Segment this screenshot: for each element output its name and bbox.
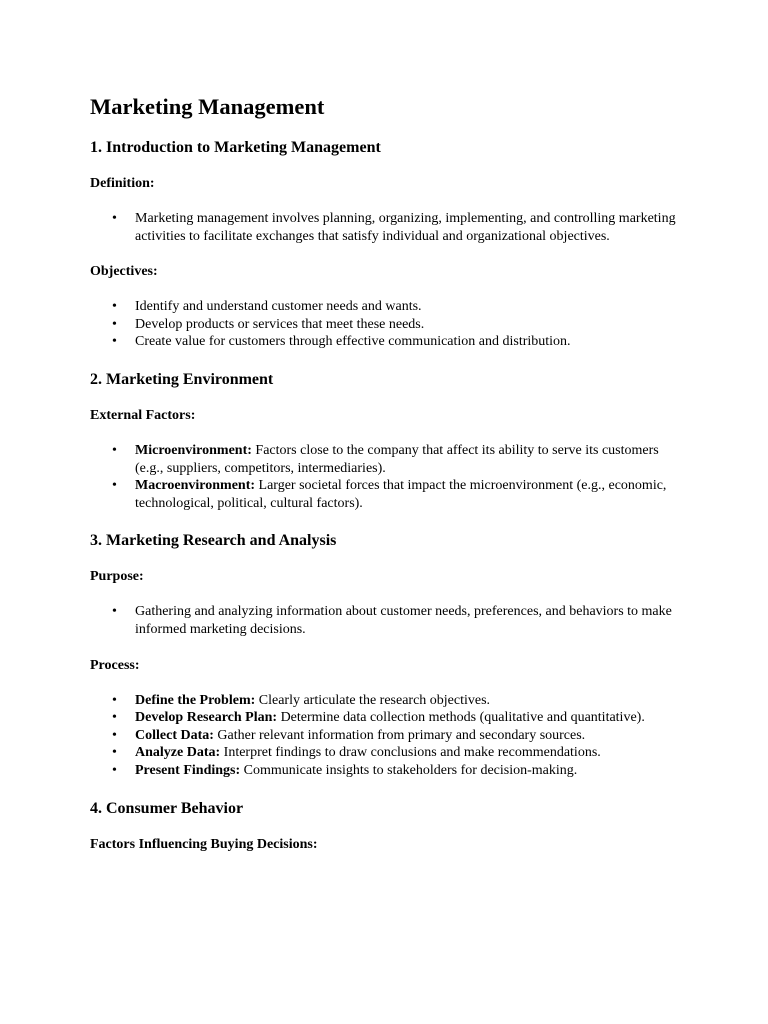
list-item — [135, 727, 690, 745]
definition-list — [90, 210, 690, 245]
list-item — [135, 762, 690, 780]
section-heading: 1. Introduction to Marketing Management — [90, 139, 381, 156]
group-label-process: Process: — [90, 657, 140, 673]
item-text: Communicate insights to stakeholders for decision-making. — [240, 762, 578, 778]
item-text: Interpret findings to draw conclusions and make recommendations. — [220, 745, 601, 761]
item-text: Develop products or services that meet these needs. — [135, 316, 425, 332]
item-term: Microenvironment: — [135, 442, 252, 458]
item-text: Gathering and analyzing information about customer needs, preferences, and behaviors to make informed marketing decisions. — [135, 604, 672, 637]
item-term: Collect Data: — [135, 727, 214, 743]
list-item — [135, 210, 690, 245]
list-item — [135, 603, 690, 638]
item-term: Present Findings: — [135, 762, 241, 778]
purpose-list — [90, 603, 690, 638]
document-title: Marketing Management — [90, 94, 325, 119]
external-factors-list — [90, 442, 690, 512]
group-label-external-factors: External Factors: — [90, 407, 196, 423]
list-item — [135, 744, 690, 762]
item-text: Identify and understand customer needs and wants. — [135, 299, 422, 315]
item-term: Analyze Data: — [135, 745, 221, 761]
section-heading: 3. Marketing Research and Analysis — [90, 532, 337, 550]
group-label-objectives: Objectives: — [90, 264, 158, 280]
process-list — [90, 692, 690, 780]
objectives-list — [90, 298, 690, 351]
item-text: Create value for customers through effective communication and distribution. — [135, 334, 571, 350]
section-heading: 4. Consumer Behavior — [90, 799, 244, 817]
list-item — [135, 692, 690, 710]
item-term: Macroenvironment: — [135, 478, 256, 494]
item-text: Clearly articulate the research objectives. — [255, 692, 491, 708]
section-introduction — [90, 138, 690, 351]
section-marketing-environment — [90, 370, 690, 512]
section-heading: 2. Marketing Environment — [90, 370, 274, 388]
list-item — [135, 442, 690, 477]
document-page — [90, 92, 690, 854]
item-term: Define the Problem: — [135, 692, 256, 708]
section-consumer-behavior — [90, 799, 690, 854]
group-label-definition: Definition: — [90, 176, 155, 191]
list-item — [135, 333, 690, 351]
list-item — [135, 316, 690, 334]
item-text: Gather relevant information from primary and secondary sources. — [213, 727, 586, 743]
item-term: Develop Research Plan: — [135, 710, 278, 726]
item-text: Factors close to the company that affect its ability to serve its customers (e.g., suppliers, competitors, intermediaries). — [135, 442, 659, 476]
item-text: Larger societal forces that impact the microenvironment (e.g., economic, technological, political, cultural factors). — [135, 478, 667, 511]
item-text: Determine data collection methods (qualitative and quantitative). — [277, 710, 645, 726]
list-item — [135, 298, 690, 316]
list-item — [135, 709, 690, 727]
item-text: Marketing management involves planning, organizing, implementing, and controlling marketing activities to facilitate exchanges that satisfy individual and organizational objectives. — [135, 211, 676, 244]
group-label-purpose: Purpose: — [90, 569, 144, 585]
list-item — [135, 477, 690, 512]
section-marketing-research — [90, 531, 690, 779]
group-label-buying-factors: Factors Influencing Buying Decisions: — [90, 836, 318, 852]
